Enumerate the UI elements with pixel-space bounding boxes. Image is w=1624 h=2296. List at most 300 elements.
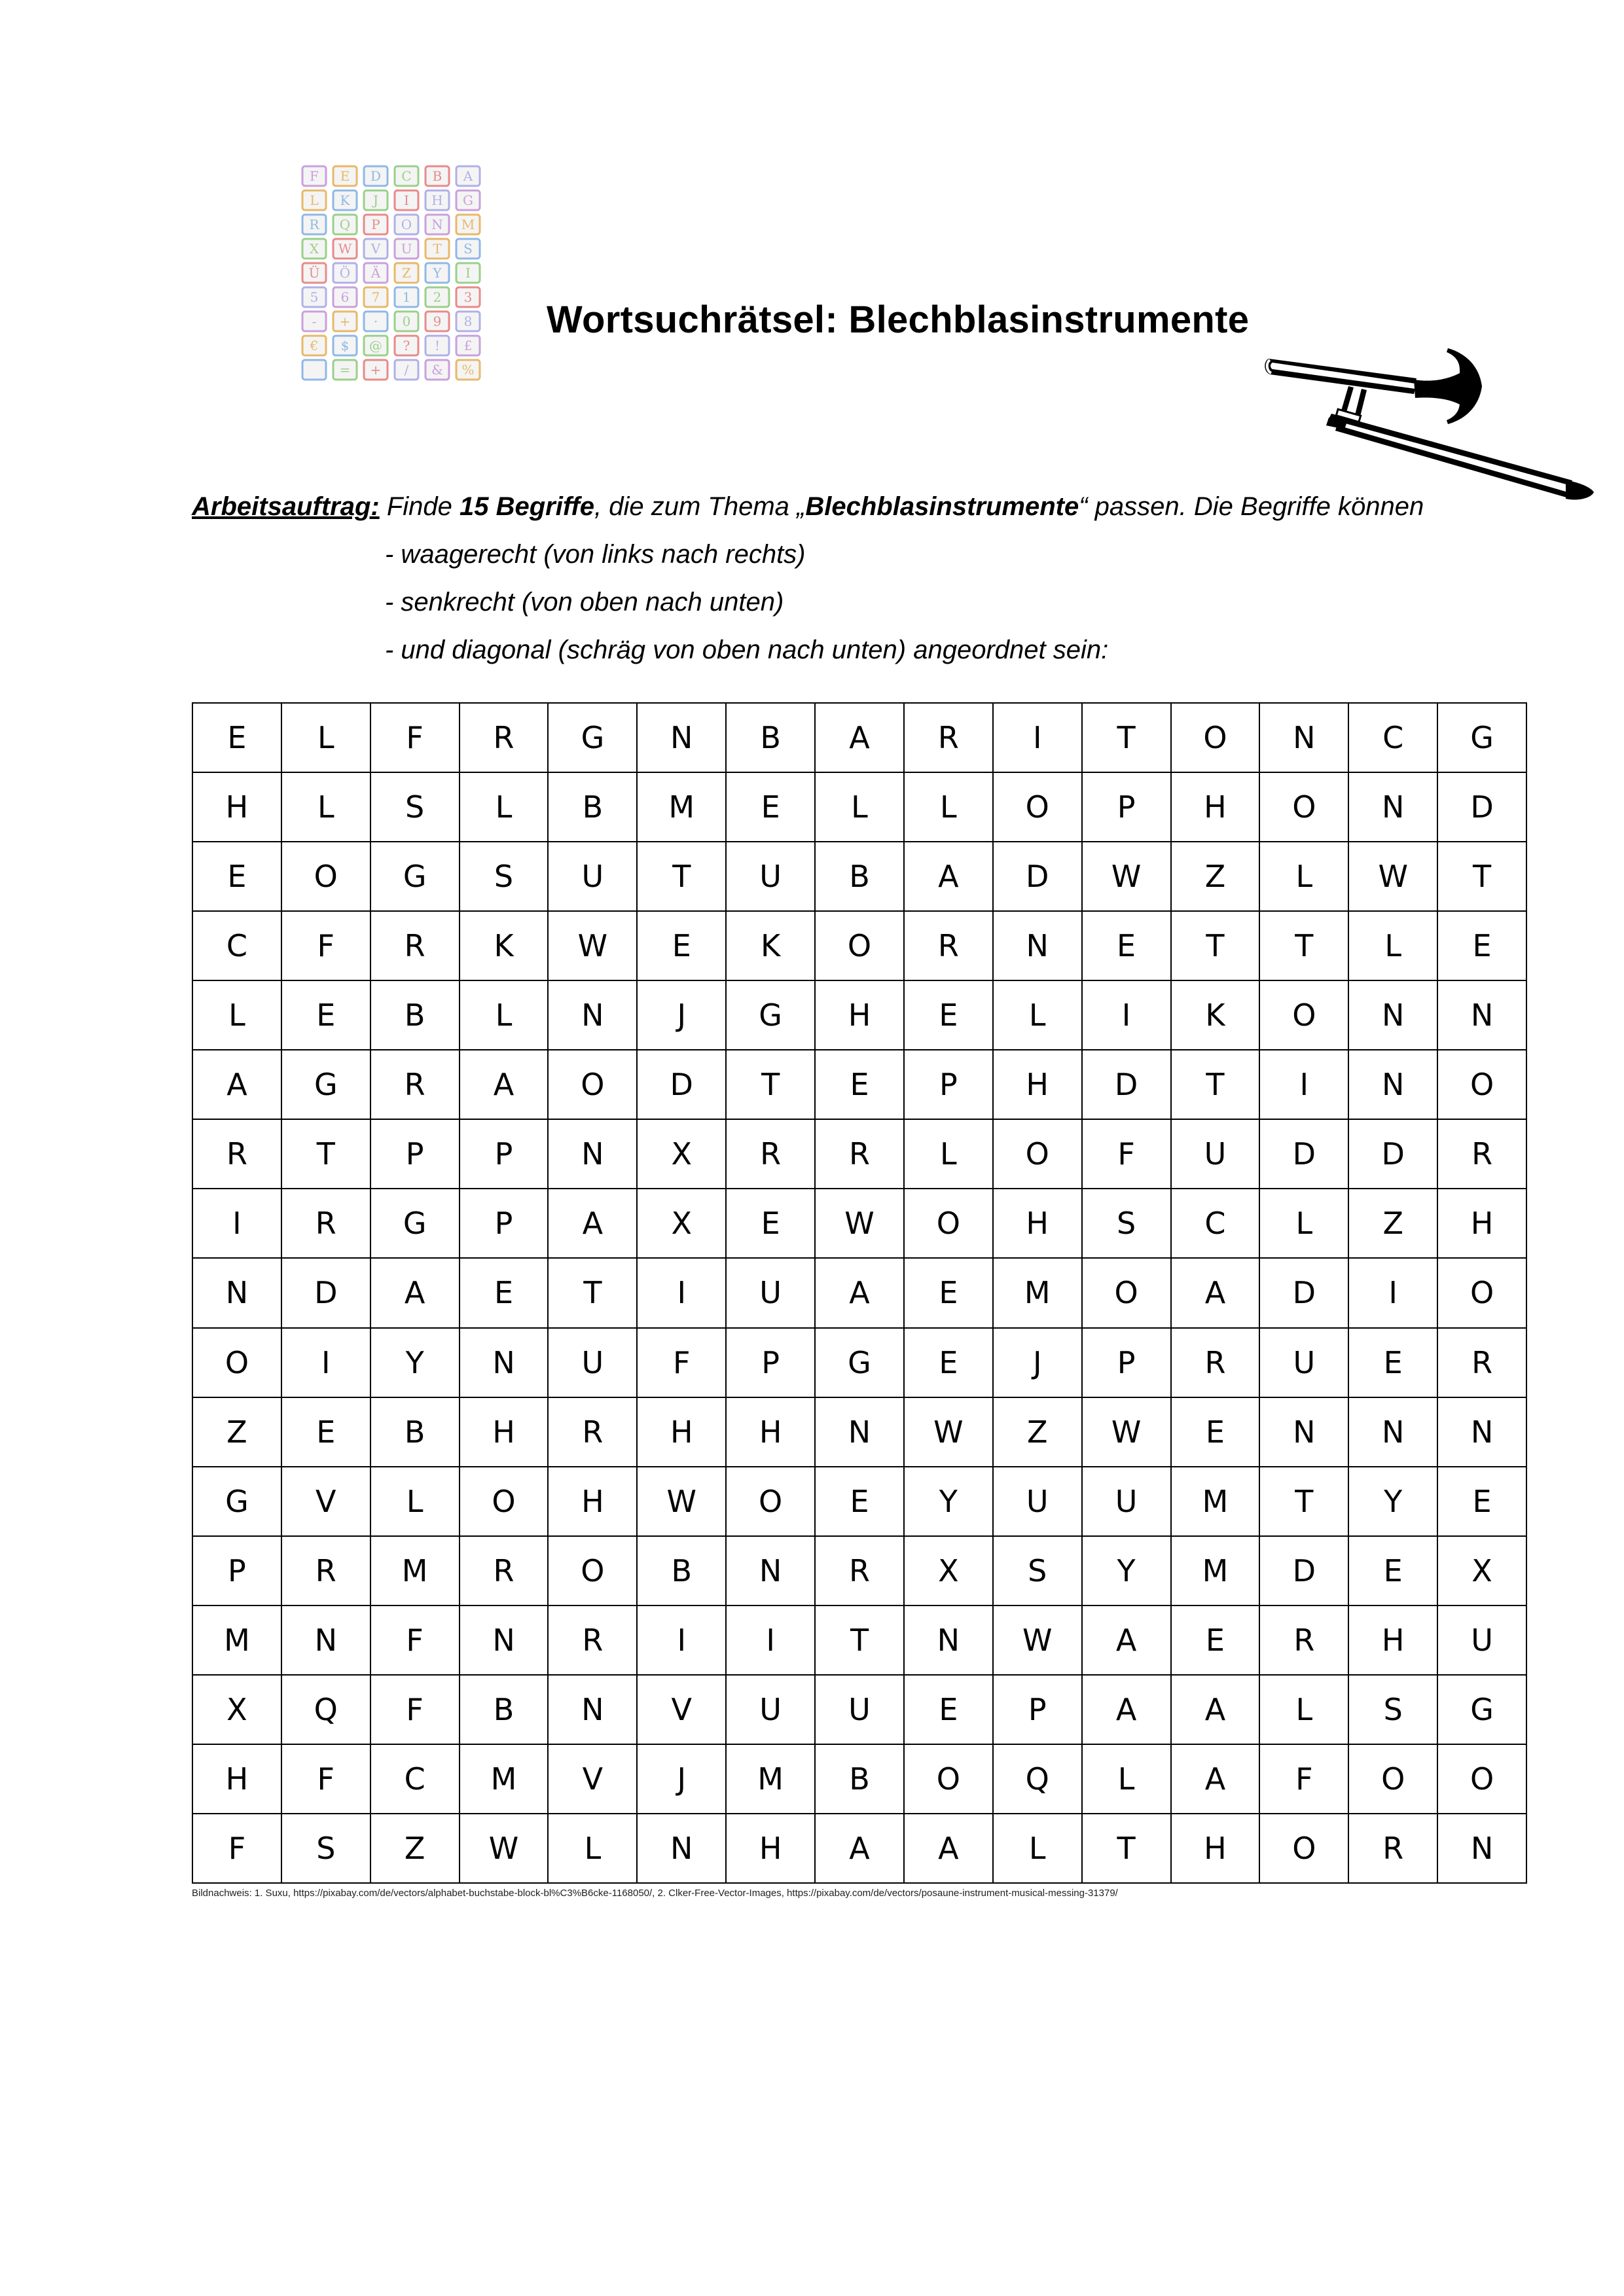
grid-cell[interactable]: N bbox=[638, 704, 727, 773]
grid-cell[interactable]: E bbox=[193, 842, 282, 912]
grid-cell[interactable]: O bbox=[1260, 773, 1349, 842]
grid-cell[interactable]: O bbox=[1438, 1745, 1527, 1814]
grid-cell[interactable]: T bbox=[727, 1050, 816, 1120]
letter-block bbox=[456, 166, 480, 186]
grid-cell[interactable]: R bbox=[282, 1537, 371, 1606]
grid-cell[interactable]: B bbox=[371, 1398, 460, 1467]
grid-cell[interactable]: T bbox=[1172, 1050, 1261, 1120]
grid-cell[interactable]: T bbox=[638, 842, 727, 912]
grid-cell[interactable]: N bbox=[1349, 773, 1438, 842]
grid-cell[interactable]: W bbox=[905, 1398, 994, 1467]
grid-cell[interactable]: P bbox=[193, 1537, 282, 1606]
grid-cell[interactable]: N bbox=[549, 981, 638, 1050]
grid-cell[interactable]: S bbox=[371, 773, 460, 842]
grid-cell[interactable]: Y bbox=[1349, 1467, 1438, 1537]
grid-cell[interactable]: Z bbox=[371, 1814, 460, 1884]
grid-cell[interactable]: H bbox=[1172, 1814, 1261, 1884]
grid-cell[interactable]: N bbox=[994, 912, 1083, 981]
grid-cell[interactable]: D bbox=[1083, 1050, 1172, 1120]
grid-cell[interactable]: C bbox=[1172, 1189, 1261, 1259]
grid-cell[interactable]: N bbox=[816, 1398, 905, 1467]
grid-cell[interactable]: E bbox=[460, 1259, 549, 1328]
grid-cell[interactable]: E bbox=[905, 981, 994, 1050]
grid-cell[interactable]: L bbox=[905, 773, 994, 842]
grid-cell[interactable]: A bbox=[1083, 1676, 1172, 1745]
grid-cell[interactable]: O bbox=[1349, 1745, 1438, 1814]
grid-cell[interactable]: N bbox=[460, 1329, 549, 1398]
grid-cell[interactable]: T bbox=[1083, 704, 1172, 773]
grid-cell[interactable]: H bbox=[638, 1398, 727, 1467]
grid-cell[interactable]: L bbox=[549, 1814, 638, 1884]
grid-cell[interactable]: L bbox=[282, 773, 371, 842]
grid-cell[interactable]: H bbox=[193, 1745, 282, 1814]
grid-cell[interactable]: L bbox=[371, 1467, 460, 1537]
grid-cell[interactable]: E bbox=[1438, 912, 1527, 981]
grid-cell[interactable]: P bbox=[371, 1120, 460, 1189]
grid-cell[interactable]: X bbox=[638, 1189, 727, 1259]
grid-cell[interactable]: E bbox=[193, 704, 282, 773]
grid-cell[interactable]: H bbox=[1438, 1189, 1527, 1259]
svg-text:£: £ bbox=[463, 338, 473, 353]
grid-cell[interactable]: L bbox=[1260, 1189, 1349, 1259]
svg-text:€: € bbox=[310, 338, 319, 353]
grid-cell[interactable]: N bbox=[1349, 1398, 1438, 1467]
letter-block bbox=[364, 215, 388, 234]
grid-cell[interactable]: R bbox=[371, 912, 460, 981]
grid-cell[interactable]: O bbox=[193, 1329, 282, 1398]
grid-cell[interactable]: U bbox=[549, 842, 638, 912]
grid-cell[interactable]: E bbox=[727, 1189, 816, 1259]
grid-cell[interactable]: I bbox=[638, 1259, 727, 1328]
grid-cell[interactable]: O bbox=[1083, 1259, 1172, 1328]
grid-cell[interactable]: N bbox=[1438, 981, 1527, 1050]
grid-cell[interactable]: Y bbox=[371, 1329, 460, 1398]
svg-text:I: I bbox=[465, 265, 471, 281]
letter-block bbox=[395, 263, 418, 283]
grid-cell[interactable]: N bbox=[1349, 1050, 1438, 1120]
grid-cell[interactable]: M bbox=[1172, 1467, 1261, 1537]
grid-cell[interactable]: O bbox=[549, 1537, 638, 1606]
grid-cell[interactable]: A bbox=[905, 1814, 994, 1884]
grid-cell[interactable]: A bbox=[1172, 1745, 1261, 1814]
grid-cell[interactable]: S bbox=[1083, 1189, 1172, 1259]
grid-cell[interactable]: A bbox=[193, 1050, 282, 1120]
grid-cell[interactable]: M bbox=[1172, 1537, 1261, 1606]
grid-cell[interactable]: U bbox=[727, 1259, 816, 1328]
grid-cell[interactable]: X bbox=[638, 1120, 727, 1189]
grid-cell[interactable]: W bbox=[460, 1814, 549, 1884]
grid-cell[interactable]: R bbox=[1438, 1120, 1527, 1189]
grid-cell[interactable]: F bbox=[282, 912, 371, 981]
alphabet-blocks-icon bbox=[300, 164, 484, 384]
grid-cell[interactable]: F bbox=[371, 1676, 460, 1745]
grid-cell[interactable]: S bbox=[994, 1537, 1083, 1606]
grid-cell[interactable]: A bbox=[905, 842, 994, 912]
grid-cell[interactable]: T bbox=[1172, 912, 1261, 981]
grid-cell[interactable]: T bbox=[549, 1259, 638, 1328]
grid-cell[interactable]: P bbox=[994, 1676, 1083, 1745]
grid-cell[interactable]: I bbox=[1349, 1259, 1438, 1328]
grid-cell[interactable]: O bbox=[727, 1467, 816, 1537]
grid-cell[interactable]: A bbox=[371, 1259, 460, 1328]
grid-cell[interactable]: W bbox=[549, 912, 638, 981]
svg-text:=: = bbox=[339, 362, 351, 378]
grid-cell[interactable]: O bbox=[1438, 1259, 1527, 1328]
grid-cell[interactable]: E bbox=[905, 1259, 994, 1328]
grid-cell[interactable]: G bbox=[816, 1329, 905, 1398]
grid-cell[interactable]: F bbox=[371, 704, 460, 773]
grid-cell[interactable]: O bbox=[905, 1745, 994, 1814]
grid-cell[interactable]: O bbox=[994, 1120, 1083, 1189]
grid-cell[interactable]: G bbox=[282, 1050, 371, 1120]
grid-cell[interactable]: A bbox=[1083, 1606, 1172, 1676]
svg-text:$: $ bbox=[340, 338, 350, 353]
grid-cell[interactable]: R bbox=[460, 704, 549, 773]
grid-cell[interactable]: R bbox=[1260, 1606, 1349, 1676]
grid-cell[interactable]: P bbox=[905, 1050, 994, 1120]
grid-cell[interactable]: S bbox=[460, 842, 549, 912]
grid-cell[interactable]: E bbox=[282, 981, 371, 1050]
grid-cell[interactable]: I bbox=[1260, 1050, 1349, 1120]
grid-cell[interactable]: W bbox=[994, 1606, 1083, 1676]
grid-cell[interactable]: W bbox=[638, 1467, 727, 1537]
grid-cell[interactable]: K bbox=[460, 912, 549, 981]
grid-cell[interactable]: Z bbox=[994, 1398, 1083, 1467]
grid-cell[interactable]: D bbox=[1260, 1537, 1349, 1606]
grid-cell[interactable]: H bbox=[727, 1814, 816, 1884]
grid-cell[interactable]: L bbox=[905, 1120, 994, 1189]
grid-cell[interactable]: J bbox=[638, 1745, 727, 1814]
grid-cell[interactable]: L bbox=[1260, 1676, 1349, 1745]
grid-cell[interactable]: U bbox=[1083, 1467, 1172, 1537]
grid-cell[interactable]: H bbox=[1349, 1606, 1438, 1676]
grid-cell[interactable]: Z bbox=[193, 1398, 282, 1467]
grid-cell[interactable]: N bbox=[549, 1120, 638, 1189]
grid-cell[interactable]: R bbox=[282, 1189, 371, 1259]
grid-cell[interactable]: O bbox=[1260, 1814, 1349, 1884]
svg-text:I: I bbox=[404, 192, 409, 208]
grid-cell[interactable]: B bbox=[549, 773, 638, 842]
grid-cell[interactable]: R bbox=[727, 1120, 816, 1189]
grid-cell[interactable]: H bbox=[994, 1050, 1083, 1120]
grid-cell[interactable]: G bbox=[549, 704, 638, 773]
grid-cell[interactable]: J bbox=[638, 981, 727, 1050]
grid-cell[interactable]: L bbox=[816, 773, 905, 842]
grid-cell[interactable]: R bbox=[816, 1120, 905, 1189]
grid-cell[interactable]: E bbox=[1349, 1329, 1438, 1398]
grid-cell[interactable]: F bbox=[282, 1745, 371, 1814]
grid-cell[interactable]: E bbox=[638, 912, 727, 981]
grid-cell[interactable]: R bbox=[905, 704, 994, 773]
grid-cell[interactable]: E bbox=[905, 1676, 994, 1745]
task-count: 15 Begriffe bbox=[460, 492, 595, 521]
grid-cell[interactable]: Y bbox=[905, 1467, 994, 1537]
grid-cell[interactable]: I bbox=[638, 1606, 727, 1676]
grid-cell[interactable]: X bbox=[905, 1537, 994, 1606]
grid-cell[interactable]: D bbox=[1438, 773, 1527, 842]
grid-cell[interactable]: N bbox=[1349, 981, 1438, 1050]
grid-cell[interactable]: G bbox=[1438, 1676, 1527, 1745]
grid-cell[interactable]: N bbox=[727, 1537, 816, 1606]
grid-cell[interactable]: X bbox=[193, 1676, 282, 1745]
grid-cell[interactable]: C bbox=[1349, 704, 1438, 773]
grid-cell[interactable]: G bbox=[371, 842, 460, 912]
grid-cell[interactable]: B bbox=[816, 1745, 905, 1814]
grid-cell[interactable]: Z bbox=[1172, 842, 1261, 912]
svg-text:Ü: Ü bbox=[308, 265, 320, 281]
grid-cell[interactable]: H bbox=[460, 1398, 549, 1467]
grid-cell[interactable]: F bbox=[1083, 1120, 1172, 1189]
grid-cell[interactable]: U bbox=[994, 1467, 1083, 1537]
grid-cell[interactable]: E bbox=[905, 1329, 994, 1398]
svg-text:?: ? bbox=[403, 338, 410, 353]
grid-cell[interactable]: N bbox=[1260, 704, 1349, 773]
grid-cell[interactable]: S bbox=[1349, 1676, 1438, 1745]
svg-text:3: 3 bbox=[463, 289, 473, 305]
grid-cell[interactable]: I bbox=[994, 704, 1083, 773]
grid-cell[interactable]: I bbox=[282, 1329, 371, 1398]
grid-cell[interactable]: R bbox=[816, 1537, 905, 1606]
grid-cell[interactable]: D bbox=[994, 842, 1083, 912]
grid-cell[interactable]: K bbox=[1172, 981, 1261, 1050]
letter-block bbox=[333, 190, 357, 210]
grid-cell[interactable]: E bbox=[1083, 912, 1172, 981]
page-title: Wortsuchrätsel: Blechblasinstrumente bbox=[547, 298, 1250, 341]
grid-cell[interactable]: T bbox=[1083, 1814, 1172, 1884]
grid-cell[interactable]: L bbox=[193, 981, 282, 1050]
grid-cell[interactable]: H bbox=[549, 1467, 638, 1537]
grid-cell[interactable]: N bbox=[638, 1814, 727, 1884]
svg-text:1: 1 bbox=[402, 289, 411, 305]
grid-cell[interactable]: N bbox=[460, 1606, 549, 1676]
letter-block bbox=[425, 239, 449, 259]
letter-block bbox=[456, 190, 480, 210]
grid-cell[interactable]: P bbox=[460, 1120, 549, 1189]
grid-cell[interactable]: V bbox=[638, 1676, 727, 1745]
grid-cell[interactable]: E bbox=[816, 1050, 905, 1120]
task-text-1: Finde bbox=[379, 492, 460, 521]
grid-cell[interactable]: P bbox=[727, 1329, 816, 1398]
grid-cell[interactable]: E bbox=[282, 1398, 371, 1467]
grid-cell[interactable]: N bbox=[1438, 1398, 1527, 1467]
letter-block bbox=[364, 190, 388, 210]
grid-cell[interactable]: X bbox=[1438, 1537, 1527, 1606]
grid-cell[interactable]: I bbox=[727, 1606, 816, 1676]
task-text-2: , die zum Thema „ bbox=[594, 492, 806, 521]
letter-block bbox=[364, 312, 388, 331]
grid-cell[interactable]: Z bbox=[1349, 1189, 1438, 1259]
grid-cell[interactable]: O bbox=[905, 1189, 994, 1259]
grid-cell[interactable]: I bbox=[1083, 981, 1172, 1050]
letter-block bbox=[395, 215, 418, 234]
grid-cell[interactable]: E bbox=[1172, 1398, 1261, 1467]
grid-cell[interactable]: L bbox=[460, 981, 549, 1050]
grid-cell[interactable]: E bbox=[727, 773, 816, 842]
grid-cell[interactable]: D bbox=[1260, 1259, 1349, 1328]
letter-block bbox=[333, 263, 357, 283]
grid-cell[interactable]: N bbox=[905, 1606, 994, 1676]
grid-cell[interactable]: D bbox=[282, 1259, 371, 1328]
grid-cell[interactable]: D bbox=[638, 1050, 727, 1120]
grid-cell[interactable]: M bbox=[638, 773, 727, 842]
grid-cell[interactable]: C bbox=[371, 1745, 460, 1814]
grid-cell[interactable]: A bbox=[816, 1814, 905, 1884]
grid-cell[interactable]: U bbox=[549, 1329, 638, 1398]
grid-cell[interactable]: Q bbox=[994, 1745, 1083, 1814]
grid-cell[interactable]: R bbox=[549, 1606, 638, 1676]
grid-cell[interactable]: M bbox=[371, 1537, 460, 1606]
grid-cell[interactable]: I bbox=[193, 1189, 282, 1259]
letter-block bbox=[302, 287, 326, 307]
grid-cell[interactable]: B bbox=[727, 704, 816, 773]
grid-cell[interactable]: A bbox=[1172, 1259, 1261, 1328]
svg-text:Y: Y bbox=[433, 265, 442, 281]
grid-cell[interactable]: O bbox=[1438, 1050, 1527, 1120]
grid-cell[interactable]: O bbox=[1260, 981, 1349, 1050]
letter-block bbox=[425, 336, 449, 355]
grid-cell[interactable]: R bbox=[1438, 1329, 1527, 1398]
grid-cell[interactable]: L bbox=[994, 1814, 1083, 1884]
grid-cell[interactable]: L bbox=[282, 704, 371, 773]
grid-cell[interactable]: T bbox=[1438, 842, 1527, 912]
task-text-3: “ passen. Die Begriffe können bbox=[1079, 492, 1424, 521]
grid-cell[interactable]: H bbox=[816, 981, 905, 1050]
grid-cell[interactable]: F bbox=[371, 1606, 460, 1676]
grid-cell[interactable]: B bbox=[816, 842, 905, 912]
grid-cell[interactable]: V bbox=[549, 1745, 638, 1814]
grid-cell[interactable]: R bbox=[460, 1537, 549, 1606]
grid-cell[interactable]: M bbox=[994, 1259, 1083, 1328]
grid-cell[interactable]: O bbox=[460, 1467, 549, 1537]
grid-cell[interactable]: A bbox=[1172, 1676, 1261, 1745]
letter-block bbox=[395, 312, 418, 331]
grid-cell[interactable]: W bbox=[816, 1189, 905, 1259]
grid-cell[interactable]: H bbox=[1172, 773, 1261, 842]
grid-cell[interactable]: U bbox=[727, 1676, 816, 1745]
grid-cell[interactable]: P bbox=[460, 1189, 549, 1259]
grid-cell[interactable]: K bbox=[727, 912, 816, 981]
grid-cell[interactable]: T bbox=[1260, 1467, 1349, 1537]
grid-cell[interactable]: R bbox=[905, 912, 994, 981]
grid-cell[interactable]: Q bbox=[282, 1676, 371, 1745]
grid-cell[interactable]: H bbox=[193, 773, 282, 842]
grid-cell[interactable]: N bbox=[193, 1259, 282, 1328]
grid-cell[interactable]: G bbox=[193, 1467, 282, 1537]
grid-cell[interactable]: L bbox=[460, 773, 549, 842]
letter-block bbox=[425, 215, 449, 234]
letter-block bbox=[395, 190, 418, 210]
grid-cell[interactable]: A bbox=[816, 1259, 905, 1328]
orientation-item: - senkrecht (von oben nach unten) bbox=[385, 588, 784, 617]
grid-cell[interactable]: L bbox=[994, 981, 1083, 1050]
grid-cell[interactable]: Y bbox=[1083, 1537, 1172, 1606]
grid-cell[interactable]: D bbox=[1349, 1120, 1438, 1189]
grid-cell[interactable]: O bbox=[282, 842, 371, 912]
grid-cell[interactable]: M bbox=[727, 1745, 816, 1814]
letter-block bbox=[456, 360, 480, 380]
grid-cell[interactable]: U bbox=[1260, 1329, 1349, 1398]
letter-block bbox=[333, 215, 357, 234]
grid-cell[interactable]: O bbox=[816, 912, 905, 981]
svg-text:B: B bbox=[432, 168, 442, 184]
grid-cell[interactable]: G bbox=[727, 981, 816, 1050]
grid-cell[interactable]: L bbox=[1260, 842, 1349, 912]
grid-cell[interactable]: U bbox=[727, 842, 816, 912]
grid-cell[interactable]: E bbox=[816, 1467, 905, 1537]
letter-block bbox=[395, 287, 418, 307]
grid-cell[interactable]: D bbox=[1260, 1120, 1349, 1189]
svg-text:K: K bbox=[340, 192, 350, 208]
grid-cell[interactable]: B bbox=[638, 1537, 727, 1606]
grid-cell[interactable]: T bbox=[282, 1120, 371, 1189]
grid-cell[interactable]: L bbox=[1349, 912, 1438, 981]
grid-cell[interactable]: T bbox=[816, 1606, 905, 1676]
grid-cell[interactable]: R bbox=[193, 1120, 282, 1189]
grid-cell[interactable]: O bbox=[994, 773, 1083, 842]
letter-block bbox=[425, 166, 449, 186]
grid-cell[interactable]: L bbox=[1083, 1745, 1172, 1814]
grid-cell[interactable]: M bbox=[193, 1606, 282, 1676]
grid-cell[interactable]: R bbox=[371, 1050, 460, 1120]
grid-cell[interactable]: B bbox=[371, 981, 460, 1050]
grid-cell[interactable]: G bbox=[371, 1189, 460, 1259]
grid-cell[interactable]: M bbox=[460, 1745, 549, 1814]
grid-cell[interactable]: N bbox=[549, 1676, 638, 1745]
grid-cell[interactable]: E bbox=[1438, 1467, 1527, 1537]
grid-cell[interactable]: P bbox=[1083, 773, 1172, 842]
grid-cell[interactable]: W bbox=[1083, 842, 1172, 912]
grid-cell[interactable]: G bbox=[1438, 704, 1527, 773]
grid-cell[interactable]: P bbox=[1083, 1329, 1172, 1398]
grid-cell[interactable]: J bbox=[994, 1329, 1083, 1398]
grid-cell[interactable]: W bbox=[1083, 1398, 1172, 1467]
grid-cell[interactable]: O bbox=[549, 1050, 638, 1120]
grid-cell[interactable]: R bbox=[1172, 1329, 1261, 1398]
grid-cell[interactable]: E bbox=[1349, 1537, 1438, 1606]
grid-cell[interactable]: U bbox=[816, 1676, 905, 1745]
svg-text:+: + bbox=[339, 314, 351, 329]
grid-cell[interactable]: U bbox=[1438, 1606, 1527, 1676]
grid-cell[interactable]: H bbox=[727, 1398, 816, 1467]
grid-cell[interactable]: B bbox=[460, 1676, 549, 1745]
task-topic: Blechblasinstrumente bbox=[805, 492, 1079, 521]
grid-cell[interactable]: N bbox=[1260, 1398, 1349, 1467]
grid-cell[interactable]: E bbox=[1172, 1606, 1261, 1676]
grid-cell[interactable]: N bbox=[1438, 1814, 1527, 1884]
svg-text:!: ! bbox=[434, 338, 441, 353]
grid-cell[interactable]: R bbox=[549, 1398, 638, 1467]
letter-block bbox=[425, 190, 449, 210]
grid-cell[interactable]: R bbox=[1349, 1814, 1438, 1884]
grid-cell[interactable]: N bbox=[282, 1606, 371, 1676]
grid-cell[interactable]: O bbox=[1172, 704, 1261, 773]
grid-cell[interactable]: F bbox=[193, 1814, 282, 1884]
grid-cell[interactable]: U bbox=[1172, 1120, 1261, 1189]
grid-cell[interactable]: F bbox=[638, 1329, 727, 1398]
grid-cell[interactable]: A bbox=[816, 704, 905, 773]
grid-cell[interactable]: T bbox=[1260, 912, 1349, 981]
grid-cell[interactable]: A bbox=[460, 1050, 549, 1120]
grid-cell[interactable]: W bbox=[1349, 842, 1438, 912]
letter-block bbox=[425, 287, 449, 307]
grid-cell[interactable]: S bbox=[282, 1814, 371, 1884]
grid-cell[interactable]: V bbox=[282, 1467, 371, 1537]
grid-cell[interactable]: C bbox=[193, 912, 282, 981]
letter-block bbox=[364, 287, 388, 307]
grid-cell[interactable]: F bbox=[1260, 1745, 1349, 1814]
grid-cell[interactable]: A bbox=[549, 1189, 638, 1259]
grid-cell[interactable]: H bbox=[994, 1189, 1083, 1259]
